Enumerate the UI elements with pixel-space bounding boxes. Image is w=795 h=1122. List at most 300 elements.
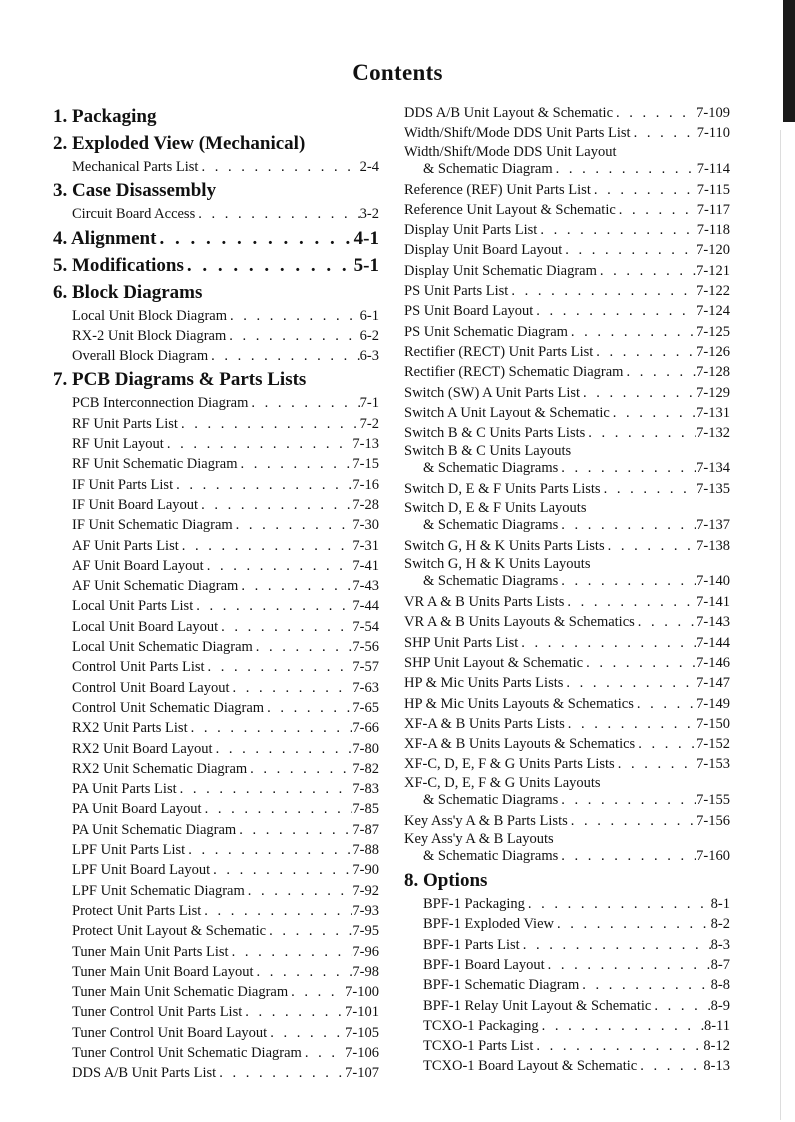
toc-entry[interactable] xyxy=(404,240,730,260)
dot-leader xyxy=(623,362,696,382)
entry-title: Tuner Main Unit Schematic Diagram xyxy=(72,984,289,1001)
entry-title: LPF Unit Board Layout xyxy=(72,862,211,879)
entry-page-number: 7-54 xyxy=(352,618,379,635)
dot-leader xyxy=(208,346,360,366)
entry-page-number: 7-98 xyxy=(352,963,379,980)
entry-page-number: 7-153 xyxy=(696,756,730,773)
entry-title: Tuner Main Unit Board Layout xyxy=(72,963,254,980)
dot-leader xyxy=(164,434,353,454)
entry-title: RX2 Unit Board Layout xyxy=(72,740,213,757)
toc-entry[interactable] xyxy=(404,1056,730,1076)
toc-entry[interactable] xyxy=(53,1063,379,1083)
entry-title: Switch (SW) A Unit Parts List xyxy=(404,384,581,401)
entry-title: LPF Unit Parts List xyxy=(72,842,186,859)
dot-leader xyxy=(213,739,353,759)
dot-leader xyxy=(198,157,359,177)
entry-page-number: 7-129 xyxy=(696,384,730,401)
entry-page-number: 7-118 xyxy=(696,222,730,239)
toc-section-heading[interactable] xyxy=(53,103,379,130)
entry-page-number: 7-117 xyxy=(696,201,730,218)
entry-page-number: 7-128 xyxy=(696,364,730,381)
entry-title: Display Unit Parts List xyxy=(404,222,538,239)
toc-entry[interactable] xyxy=(53,596,379,616)
dot-leader xyxy=(533,301,696,321)
dot-leader xyxy=(558,848,696,865)
entry-page-number: 7-150 xyxy=(696,715,730,732)
section-title: 2. Exploded View (Mechanical) xyxy=(53,133,306,154)
entry-title-line2: & Schematic Diagram xyxy=(423,160,553,177)
toc-entry[interactable] xyxy=(404,975,730,995)
entry-title: BPF-1 Packaging xyxy=(423,896,525,913)
toc-entry[interactable] xyxy=(53,475,379,495)
entry-title: AF Unit Schematic Diagram xyxy=(72,578,239,595)
entry-page-number: 7-105 xyxy=(345,1024,379,1041)
dot-leader xyxy=(637,1056,703,1076)
entry-page-number: 8-11 xyxy=(703,1017,730,1034)
dot-leader xyxy=(635,612,696,632)
entry-title: XF-A & B Units Layouts & Schematics xyxy=(404,736,636,753)
toc-entry[interactable] xyxy=(404,479,730,499)
entry-page-number: 7-1 xyxy=(359,395,379,412)
entry-page-number: 7-2 xyxy=(359,415,379,432)
toc-entry[interactable] xyxy=(404,301,730,321)
entry-page-number: 7-65 xyxy=(352,699,379,716)
entry-title: Local Unit Board Layout xyxy=(72,618,219,635)
toc-entry[interactable] xyxy=(404,200,730,220)
section-title: 7. PCB Diagrams & Parts Lists xyxy=(53,369,307,391)
toc-section-heading[interactable] xyxy=(53,366,379,393)
entry-title: HP & Mic Units Layouts & Schematics xyxy=(404,695,634,712)
toc-entry[interactable] xyxy=(53,306,379,326)
entry-page-number: 7-56 xyxy=(352,639,379,656)
toc-entry[interactable] xyxy=(53,982,379,1002)
toc-entry[interactable] xyxy=(404,1016,730,1036)
entry-title: SHP Unit Layout & Schematic xyxy=(404,654,584,671)
toc-entry[interactable] xyxy=(404,556,730,592)
toc-entry[interactable] xyxy=(53,393,379,413)
entry-page-number: 8-2 xyxy=(710,916,730,933)
toc-entry[interactable] xyxy=(53,1002,379,1022)
entry-page-number: 7-135 xyxy=(696,481,730,498)
toc-entry[interactable] xyxy=(53,820,379,840)
dot-leader xyxy=(616,200,697,220)
entry-page-number: 7-110 xyxy=(696,125,730,142)
dot-leader xyxy=(580,383,696,403)
dot-leader xyxy=(565,714,696,734)
toc-entry[interactable] xyxy=(53,860,379,880)
toc-entry[interactable] xyxy=(404,935,730,955)
entry-title: PS Unit Board Layout xyxy=(404,303,534,320)
toc-entry[interactable] xyxy=(53,698,379,718)
toc-entry[interactable] xyxy=(53,799,379,819)
dot-leader xyxy=(266,921,352,941)
entry-page-number: 8-7 xyxy=(710,956,730,973)
entry-page-number: 7-143 xyxy=(696,614,730,631)
entry-title-line1: Switch B & C Units Layouts xyxy=(404,443,572,460)
toc-section-heading[interactable] xyxy=(53,130,379,157)
toc-entry[interactable] xyxy=(404,123,730,143)
dot-leader xyxy=(248,393,359,413)
toc-section-heading[interactable] xyxy=(53,225,379,252)
entry-title: Circuit Board Access xyxy=(72,206,196,223)
toc-entry[interactable] xyxy=(404,536,730,556)
dot-leader xyxy=(518,633,696,653)
dot-leader xyxy=(613,103,696,123)
entry-title: BPF-1 Board Layout xyxy=(423,956,545,973)
section-title: 8. Options xyxy=(404,870,488,892)
entry-page-number: 7-115 xyxy=(696,181,730,198)
entry-title-line2: & Schematic Diagrams xyxy=(423,573,559,590)
entry-page-number: 6-2 xyxy=(359,327,379,344)
dot-leader xyxy=(615,754,696,774)
entry-page-number: 8-1 xyxy=(710,896,730,913)
toc-entry[interactable] xyxy=(53,718,379,738)
dot-leader xyxy=(242,1002,345,1022)
entry-page-number: 7-137 xyxy=(696,516,730,533)
dot-leader xyxy=(585,423,696,443)
toc-entry[interactable] xyxy=(53,921,379,941)
entry-page-number: 7-57 xyxy=(352,659,379,676)
entry-title: RF Unit Layout xyxy=(72,436,164,453)
entry-title-line2: & Schematic Diagrams xyxy=(423,516,559,533)
entry-page-number: 7-121 xyxy=(696,262,730,279)
entry-page-number: 7-144 xyxy=(696,634,730,651)
entry-page-number: 7-63 xyxy=(352,679,379,696)
entry-title: Protect Unit Layout & Schematic xyxy=(72,923,267,940)
dot-leader xyxy=(583,653,696,673)
toc-entry[interactable] xyxy=(404,1036,730,1056)
dot-leader xyxy=(591,180,697,200)
entry-title: XF-C, D, E, F & G Units Parts Lists xyxy=(404,756,615,773)
entry-page-number: 7-134 xyxy=(696,460,730,477)
toc-entry[interactable] xyxy=(53,434,379,454)
dot-leader xyxy=(545,955,711,975)
entry-page-number: 7-126 xyxy=(696,343,730,360)
entry-page-number: 7-109 xyxy=(696,105,730,121)
toc-entry[interactable] xyxy=(53,901,379,921)
entry-title: DDS A/B Unit Parts List xyxy=(72,1065,217,1082)
toc-entry[interactable] xyxy=(404,322,730,342)
toc-entry[interactable] xyxy=(53,576,379,596)
entry-page-number: 3-2 xyxy=(359,206,379,223)
dot-leader xyxy=(177,779,353,799)
entry-page-number: 7-152 xyxy=(696,736,730,753)
toc-entry[interactable] xyxy=(53,657,379,677)
entry-title: TCXO-1 Board Layout & Schematic xyxy=(423,1058,638,1075)
entry-title: DDS A/B Unit Layout & Schematic xyxy=(404,105,614,121)
dot-leader xyxy=(568,811,696,831)
entry-title: IF Unit Parts List xyxy=(72,476,174,493)
entry-page-number: 7-88 xyxy=(352,842,379,859)
entry-title: AF Unit Parts List xyxy=(72,537,179,554)
entry-page-number: 7-30 xyxy=(352,517,379,534)
toc-entry[interactable] xyxy=(53,840,379,860)
toc-section-heading[interactable] xyxy=(404,867,730,894)
dot-leader xyxy=(227,306,360,326)
dot-leader xyxy=(562,240,696,260)
toc-section-heading[interactable] xyxy=(53,279,379,306)
entry-title: Protect Unit Parts List xyxy=(72,902,202,919)
toc-entry[interactable] xyxy=(53,326,379,346)
entry-title: RX2 Unit Schematic Diagram xyxy=(72,760,248,777)
toc-entry[interactable] xyxy=(404,754,730,774)
entry-page-number: 7-155 xyxy=(696,791,730,808)
entry-page-number: 7-66 xyxy=(352,720,379,737)
dot-leader xyxy=(173,475,352,495)
toc-entry[interactable] xyxy=(53,739,379,759)
dot-leader xyxy=(564,592,696,612)
toc-entry[interactable] xyxy=(53,536,379,556)
entry-page-number: 7-149 xyxy=(696,695,730,712)
toc-entry[interactable] xyxy=(404,592,730,612)
toc-entry[interactable] xyxy=(404,694,730,714)
toc-entry[interactable] xyxy=(404,914,730,934)
dot-leader xyxy=(202,799,353,819)
entry-page-number: 7-87 xyxy=(352,821,379,838)
entry-title: Display Unit Schematic Diagram xyxy=(404,262,597,279)
dot-leader xyxy=(558,792,696,809)
dot-leader xyxy=(554,914,711,934)
entry-title-line1: Key Ass'y A & B Layouts xyxy=(404,831,554,848)
dot-leader xyxy=(558,460,696,477)
dot-leader xyxy=(205,657,353,677)
dot-leader xyxy=(601,479,697,499)
entry-title: Switch G, H & K Units Parts Lists xyxy=(404,537,605,554)
section-title: 4. Alignment xyxy=(53,227,157,249)
entry-title: TCXO-1 Packaging xyxy=(423,1017,539,1034)
entry-title-line1: XF-C, D, E, F & G Units Layouts xyxy=(404,774,601,791)
entry-title: Rectifier (RECT) Unit Parts List xyxy=(404,343,594,360)
toc-entry[interactable] xyxy=(404,261,730,281)
entry-title-line2: & Schematic Diagrams xyxy=(423,791,559,808)
entry-title-line1: Switch D, E & F Units Layouts xyxy=(404,499,587,516)
toc-entry[interactable] xyxy=(404,443,730,479)
toc-entry[interactable] xyxy=(404,144,730,180)
entry-page-number: 2-4 xyxy=(359,159,379,175)
entry-page-number: 7-15 xyxy=(352,456,379,473)
toc-entry[interactable] xyxy=(53,556,379,576)
dot-leader xyxy=(553,161,697,178)
toc-entry[interactable] xyxy=(404,831,730,867)
dot-leader xyxy=(520,935,711,955)
entry-title: TCXO-1 Parts List xyxy=(423,1038,534,1055)
entry-page-number: 7-92 xyxy=(352,882,379,899)
dot-leader xyxy=(254,962,353,982)
dot-leader xyxy=(233,515,353,535)
entry-page-number: 7-82 xyxy=(352,760,379,777)
entry-title: Key Ass'y A & B Parts Lists xyxy=(404,812,568,829)
entry-title: BPF-1 Relay Unit Layout & Schematic xyxy=(423,997,652,1014)
toc-entry[interactable] xyxy=(404,362,730,382)
entry-title: VR A & B Units Layouts & Schematics xyxy=(404,614,635,631)
dot-leader xyxy=(195,204,359,224)
toc-entry[interactable] xyxy=(53,779,379,799)
entry-page-number: 7-16 xyxy=(352,476,379,493)
toc-entry[interactable] xyxy=(404,955,730,975)
entry-title: BPF-1 Exploded View xyxy=(423,916,554,933)
entry-title: IF Unit Board Layout xyxy=(72,496,199,513)
toc-entry[interactable] xyxy=(53,1023,379,1043)
entry-line2 xyxy=(404,792,730,809)
dot-leader xyxy=(229,678,352,698)
toc-entry[interactable] xyxy=(404,894,730,914)
entry-title: PCB Interconnection Diagram xyxy=(72,395,249,412)
entry-page-number: 8-12 xyxy=(703,1038,730,1055)
entry-line2 xyxy=(404,848,730,865)
toc-entry[interactable] xyxy=(53,678,379,698)
toc-entry[interactable] xyxy=(53,495,379,515)
entry-page-number: 7-140 xyxy=(696,573,730,590)
entry-title: PA Unit Schematic Diagram xyxy=(72,821,237,838)
dot-leader xyxy=(156,225,353,252)
entry-title: Tuner Control Unit Parts List xyxy=(72,1004,243,1021)
entry-line2 xyxy=(404,517,730,534)
entry-page-number: 7-156 xyxy=(696,812,730,829)
entry-page-number: 7-31 xyxy=(352,537,379,554)
entry-line2 xyxy=(404,573,730,590)
dot-leader xyxy=(245,881,353,901)
entry-page-number: 7-95 xyxy=(352,923,379,940)
entry-title: PA Unit Parts List xyxy=(72,781,177,798)
entry-title: Display Unit Board Layout xyxy=(404,242,563,259)
dot-leader xyxy=(210,860,352,880)
entry-title: Local Unit Block Diagram xyxy=(72,307,228,324)
entry-page-number: 7-125 xyxy=(696,323,730,340)
entry-line2 xyxy=(404,161,730,178)
entry-title: Local Unit Parts List xyxy=(72,598,194,615)
toc-entry[interactable] xyxy=(404,653,730,673)
toc-entry[interactable] xyxy=(404,811,730,831)
toc-right-column xyxy=(404,103,730,1077)
dot-leader xyxy=(185,840,352,860)
entry-title: RF Unit Schematic Diagram xyxy=(72,456,238,473)
toc-entry[interactable] xyxy=(404,633,730,653)
dot-leader xyxy=(568,322,696,342)
dot-leader xyxy=(651,996,710,1016)
entry-line2 xyxy=(404,460,730,477)
dot-leader xyxy=(605,536,697,556)
dot-leader xyxy=(236,820,352,840)
dot-leader xyxy=(193,596,352,616)
dot-leader xyxy=(508,281,696,301)
toc-entry[interactable] xyxy=(404,612,730,632)
section-title: 1. Packaging xyxy=(53,106,157,127)
toc-entry[interactable] xyxy=(53,962,379,982)
toc-entry[interactable] xyxy=(404,180,730,200)
entry-title: RX-2 Unit Block Diagram xyxy=(72,327,227,344)
toc-entry[interactable] xyxy=(404,281,730,301)
dot-leader xyxy=(597,261,696,281)
dot-leader xyxy=(204,556,353,576)
toc-entry[interactable] xyxy=(404,383,730,403)
entry-page-number: 7-106 xyxy=(345,1044,379,1061)
toc-entry[interactable] xyxy=(404,342,730,362)
toc-entry[interactable] xyxy=(404,423,730,443)
entry-title: Width/Shift/Mode DDS Unit Parts List xyxy=(404,125,631,142)
entry-page-number: 7-100 xyxy=(345,984,379,1001)
toc-entry[interactable] xyxy=(404,734,730,754)
entry-title: LPF Unit Schematic Diagram xyxy=(72,882,245,899)
dot-leader xyxy=(253,637,353,657)
entry-title: Rectifier (RECT) Schematic Diagram xyxy=(404,364,624,381)
toc-entry[interactable] xyxy=(53,515,379,535)
page-edge-line xyxy=(780,130,781,1120)
toc-entry[interactable] xyxy=(53,204,379,224)
dot-leader xyxy=(302,1043,345,1063)
page-title: Contents xyxy=(352,60,443,85)
toc-entry[interactable] xyxy=(53,454,379,474)
toc-entry[interactable] xyxy=(404,714,730,734)
entry-title: IF Unit Schematic Diagram xyxy=(72,517,233,534)
section-title: 6. Block Diagrams xyxy=(53,281,203,303)
toc-entry[interactable] xyxy=(404,996,730,1016)
entry-title: Tuner Main Unit Parts List xyxy=(72,943,229,960)
dot-leader xyxy=(563,673,696,693)
toc-entry[interactable] xyxy=(404,500,730,536)
toc-section-heading[interactable] xyxy=(53,177,379,204)
toc-entry[interactable] xyxy=(53,759,379,779)
entry-title: Reference (REF) Unit Parts List xyxy=(404,181,591,198)
toc-left-column xyxy=(53,103,379,1084)
entry-title: PS Unit Schematic Diagram xyxy=(404,323,568,340)
entry-title: BPF-1 Schematic Diagram xyxy=(423,977,580,994)
toc-section-heading[interactable] xyxy=(53,252,379,279)
toc-entry[interactable] xyxy=(404,673,730,693)
entry-page-number: 7-120 xyxy=(696,242,730,259)
dot-leader xyxy=(264,698,352,718)
entry-title: Switch D, E & F Units Parts Lists xyxy=(404,481,601,498)
toc-entry[interactable] xyxy=(53,346,379,366)
dot-leader xyxy=(267,1023,345,1043)
entry-title: PA Unit Board Layout xyxy=(72,801,202,818)
entry-page-number: 7-131 xyxy=(696,404,730,421)
entry-title: VR A & B Units Parts Lists xyxy=(404,594,565,611)
toc-entry[interactable] xyxy=(53,617,379,637)
entry-page-number: 8-8 xyxy=(710,977,730,994)
toc-entry[interactable] xyxy=(404,403,730,423)
dot-leader xyxy=(179,536,353,556)
entry-title: XF-A & B Units Parts Lists xyxy=(404,715,565,732)
toc-entry[interactable] xyxy=(53,637,379,657)
dot-leader xyxy=(537,220,696,240)
section-title: 5. Modifications xyxy=(53,254,184,276)
toc-entry[interactable] xyxy=(404,775,730,811)
entry-page-number: 7-41 xyxy=(352,557,379,574)
toc-entry[interactable] xyxy=(53,1043,379,1063)
entry-page-number: 7-96 xyxy=(352,943,379,960)
toc-entry[interactable] xyxy=(53,942,379,962)
toc-entry[interactable] xyxy=(404,220,730,240)
dot-leader xyxy=(216,1063,345,1083)
toc-entry[interactable] xyxy=(53,881,379,901)
toc-entry[interactable] xyxy=(53,157,379,177)
entry-page-number: 8-3 xyxy=(710,936,730,953)
entry-title: RF Unit Parts List xyxy=(72,415,178,432)
dot-leader xyxy=(238,576,352,596)
entry-page-number: 7-122 xyxy=(696,283,730,300)
toc-entry[interactable] xyxy=(404,103,730,123)
entry-page-number: 8-13 xyxy=(703,1058,730,1075)
entry-title: Switch B & C Units Parts Lists xyxy=(404,425,586,442)
dot-leader xyxy=(247,759,352,779)
entry-page-number: 7-83 xyxy=(352,781,379,798)
entry-title: Control Unit Parts List xyxy=(72,659,205,676)
entry-page-number: 7-141 xyxy=(696,594,730,611)
dot-leader xyxy=(539,1016,704,1036)
entry-title: Control Unit Board Layout xyxy=(72,679,230,696)
toc-entry[interactable] xyxy=(53,414,379,434)
dot-leader xyxy=(229,942,353,962)
